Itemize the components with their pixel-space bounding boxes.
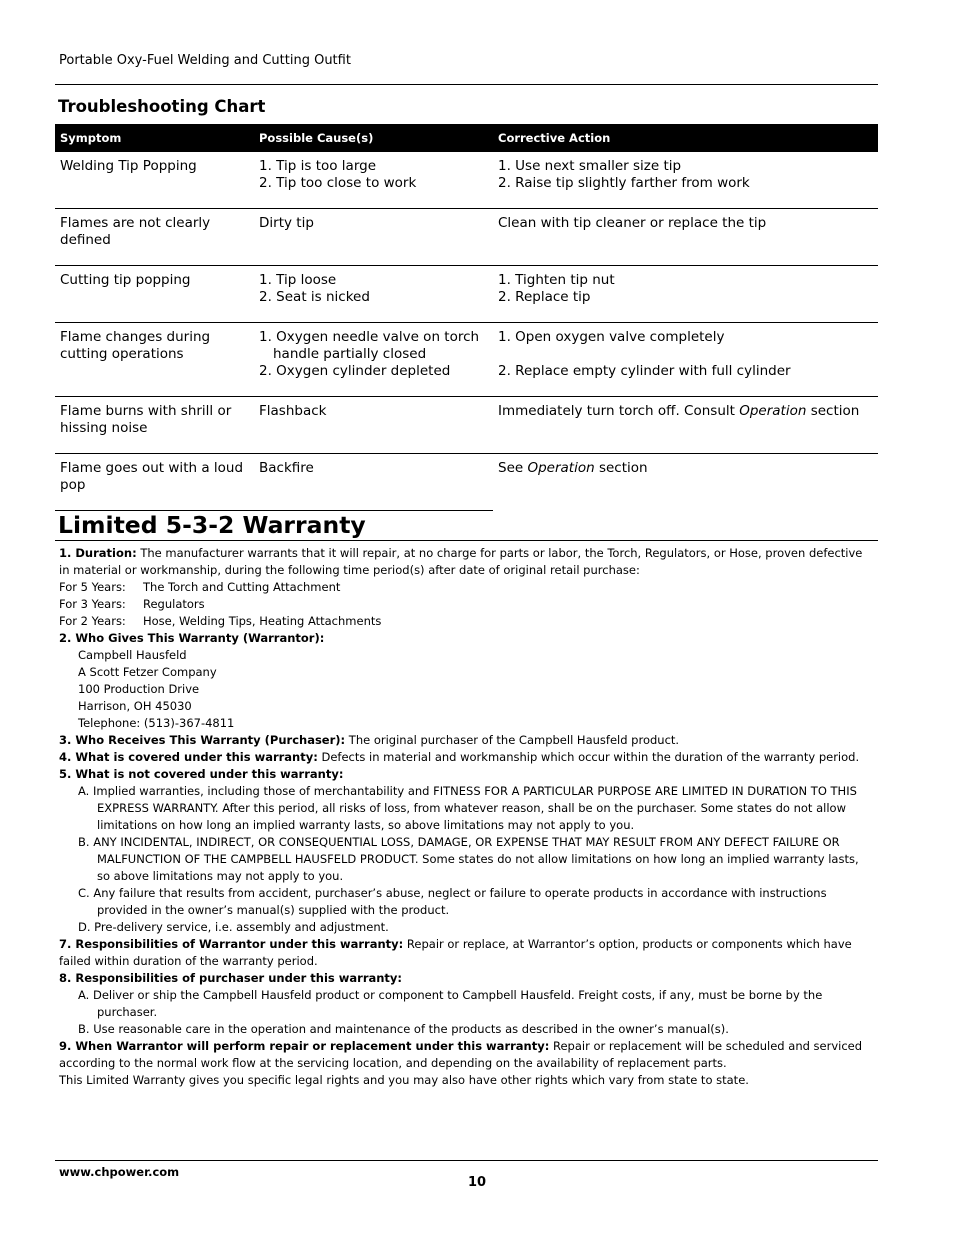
not-covered-item: C. Any failure that results from accident, purchaser’s abuse, neglect or failure to operate products in accordance with instructions provided in the owner’s manual(s) supplied with the product. (78, 886, 827, 917)
warranty-body (59, 545, 871, 1089)
action-cell (493, 397, 878, 454)
cause-line: Backfire (259, 460, 314, 476)
cause-line: handle partially closed (273, 346, 427, 362)
warrantor-address-line: 100 Production Drive (78, 682, 200, 696)
section-label: 7. Responsibilities of Warrantor under this warranty: (59, 937, 404, 951)
footer-url-link[interactable]: www.chpower.com (59, 1165, 180, 1179)
table-row (55, 323, 878, 397)
section-text: The manufacturer warrants that it will repair, at no charge for parts or labor, the Torch, Regulators, or Hose, proven defective in material or workmanship, during the following time period(s) after date of original retail purchase: (59, 546, 863, 577)
cause-line: 2. Tip too close to work (259, 175, 417, 191)
warranty-warrantor-responsibilities (59, 936, 871, 970)
section-label: 5. What is not covered under this warranty: (59, 767, 344, 781)
section-label: 1. Duration: (59, 546, 137, 560)
table-row (55, 454, 878, 511)
table-header-row (55, 124, 878, 152)
section-label: 9. When Warrantor will perform repair or replacement under this warranty: (59, 1039, 550, 1053)
action-cell (493, 266, 878, 323)
troubleshooting-title: Troubleshooting Chart (58, 97, 266, 116)
cause-line: 2. Oxygen cylinder depleted (259, 363, 451, 379)
cause-cell (254, 209, 493, 266)
cause-line: Dirty tip (259, 215, 314, 231)
action-line: 1. Use next smaller size tip (498, 158, 682, 174)
warrantor-address-line: A Scott Fetzer Company (78, 665, 217, 679)
not-covered-item: A. Implied warranties, including those of merchantability and FITNESS FOR A PARTICULAR PURPOSE ARE LIMITED IN DURATION TO THIS EXPRESS WARRANTY. After this period, all risks of loss, from whatever reason, shall be on the purchaser. Some states do not allow limitations on how long an implied warranty lasts, so above limitations may not apply to you. (78, 784, 857, 832)
warranty-not-covered (59, 766, 871, 783)
cause-line: 1. Tip loose (259, 272, 337, 288)
action-line: 1. Tighten tip nut (498, 272, 615, 288)
warranty-period (59, 596, 871, 613)
purchaser-responsibility-item: A. Deliver or ship the Campbell Hausfeld product or component to Campbell Hausfeld. Freight costs, if any, must be borne by the purchaser. (78, 988, 823, 1019)
action-text: section (806, 403, 860, 419)
period-years: For 2 Years: (59, 614, 126, 628)
warranty-purchaser-responsibilities (59, 970, 871, 987)
cause-line: 1. Oxygen needle valve on torch (259, 329, 480, 345)
column-header-symptom: Symptom (55, 124, 254, 152)
section-label: 2. Who Gives This Warranty (Warrantor): (59, 631, 325, 645)
section-label: 4. What is covered under this warranty: (59, 750, 318, 764)
symptom-cell: Cutting tip popping (55, 266, 254, 323)
warranty-period (59, 579, 871, 596)
cause-cell (254, 323, 493, 397)
warrantor-address-line: Harrison, OH 45030 (78, 699, 192, 713)
symptom-cell: Flame goes out with a loud pop (55, 454, 254, 511)
action-cell (493, 152, 878, 209)
cause-line: 2. Seat is nicked (259, 289, 370, 305)
cause-cell (254, 397, 493, 454)
warrantor-address-line: Telephone: (513)-367-4811 (78, 716, 235, 730)
section-text: Defects in material and workmanship which occur within the duration of the warranty period. (317, 750, 860, 764)
section-text: Repair or replace, at Warrantor’s option, products or components which have failed within duration of the warranty period. (59, 937, 852, 968)
cause-cell (254, 266, 493, 323)
action-cell (493, 323, 878, 397)
action-emphasis: Operation (739, 403, 807, 419)
period-item: Hose, Welding Tips, Heating Attachments (143, 614, 382, 628)
cause-cell (254, 454, 493, 511)
warranty-duration (59, 545, 871, 579)
column-header-action: Corrective Action (493, 124, 878, 152)
action-line: 2. Raise tip slightly farther from work (498, 175, 750, 191)
period-years: For 5 Years: (59, 580, 126, 594)
warranty-covered (59, 749, 871, 766)
warranty-period (59, 613, 871, 630)
symptom-cell: Flames are not clearly defined (55, 209, 254, 266)
period-years: For 3 Years: (59, 597, 126, 611)
warranty-title-rule (55, 540, 878, 541)
warrantor-address-line: Campbell Hausfeld (78, 648, 187, 662)
table-row (55, 266, 878, 323)
cause-cell (254, 152, 493, 209)
not-covered-item: D. Pre-delivery service, i.e. assembly and adjustment. (78, 920, 389, 934)
action-text: See (498, 460, 528, 476)
running-header: Portable Oxy-Fuel Welding and Cutting Outfit (59, 53, 351, 68)
cause-line: 1. Tip is too large (259, 158, 377, 174)
warranty-title: Limited 5-3-2 Warranty (58, 511, 366, 539)
warranty-repair-timing (59, 1038, 871, 1072)
header-rule (55, 84, 878, 85)
page-number: 10 (467, 1175, 487, 1190)
action-line: Clean with tip cleaner or replace the tip (498, 215, 767, 231)
symptom-cell: Welding Tip Popping (55, 152, 254, 209)
symptom-cell: Flame changes during cutting operations (55, 323, 254, 397)
action-text: section (594, 460, 648, 476)
period-item: Regulators (143, 597, 205, 611)
section-text: The original purchaser of the Campbell Hausfeld product. (345, 733, 680, 747)
purchaser-responsibility-item: B. Use reasonable care in the operation and maintenance of the products as described in the owner’s manual(s). (78, 1022, 729, 1036)
table-row (55, 397, 878, 454)
action-cell (493, 209, 878, 266)
warranty-purchaser (59, 732, 871, 749)
symptom-cell: Flame burns with shrill or hissing noise (55, 397, 254, 454)
table-row (55, 152, 878, 209)
section-text: Repair or replacement will be scheduled and serviced according to the normal work flow at the servicing location, and depending on the availability of replacement parts. (59, 1039, 863, 1070)
warranty-warrantor (59, 630, 871, 647)
footer-rule (55, 1160, 878, 1161)
table-row (55, 209, 878, 266)
warranty-closing: This Limited Warranty gives you specific legal rights and you may also have other rights which vary from state to state. (59, 1073, 749, 1087)
not-covered-item: B. ANY INCIDENTAL, INDIRECT, OR CONSEQUENTIAL LOSS, DAMAGE, OR EXPENSE THAT MAY RESULT FROM ANY DEFECT FAILURE OR MALFUNCTION OF THE CAMPBELL HAUSFELD PRODUCT. Some states do not allow limitations on how long an implied warranty lasts, so above limitations may not apply to you. (78, 835, 859, 883)
action-line: 1. Open oxygen valve completely (498, 329, 725, 345)
section-label: 8. Responsibilities of purchaser under this warranty: (59, 971, 403, 985)
section-label: 3. Who Receives This Warranty (Purchaser): (59, 733, 346, 747)
action-line: 2. Replace tip (498, 289, 591, 305)
action-text: Immediately turn torch off. Consult (498, 403, 740, 419)
cause-line: Flashback (259, 403, 327, 419)
period-item: The Torch and Cutting Attachment (143, 580, 341, 594)
column-header-causes: Possible Cause(s) (254, 124, 493, 152)
action-emphasis: Operation (527, 460, 595, 476)
action-cell (493, 454, 878, 511)
troubleshooting-table (55, 124, 878, 511)
action-line: 2. Replace empty cylinder with full cylinder (498, 363, 791, 379)
